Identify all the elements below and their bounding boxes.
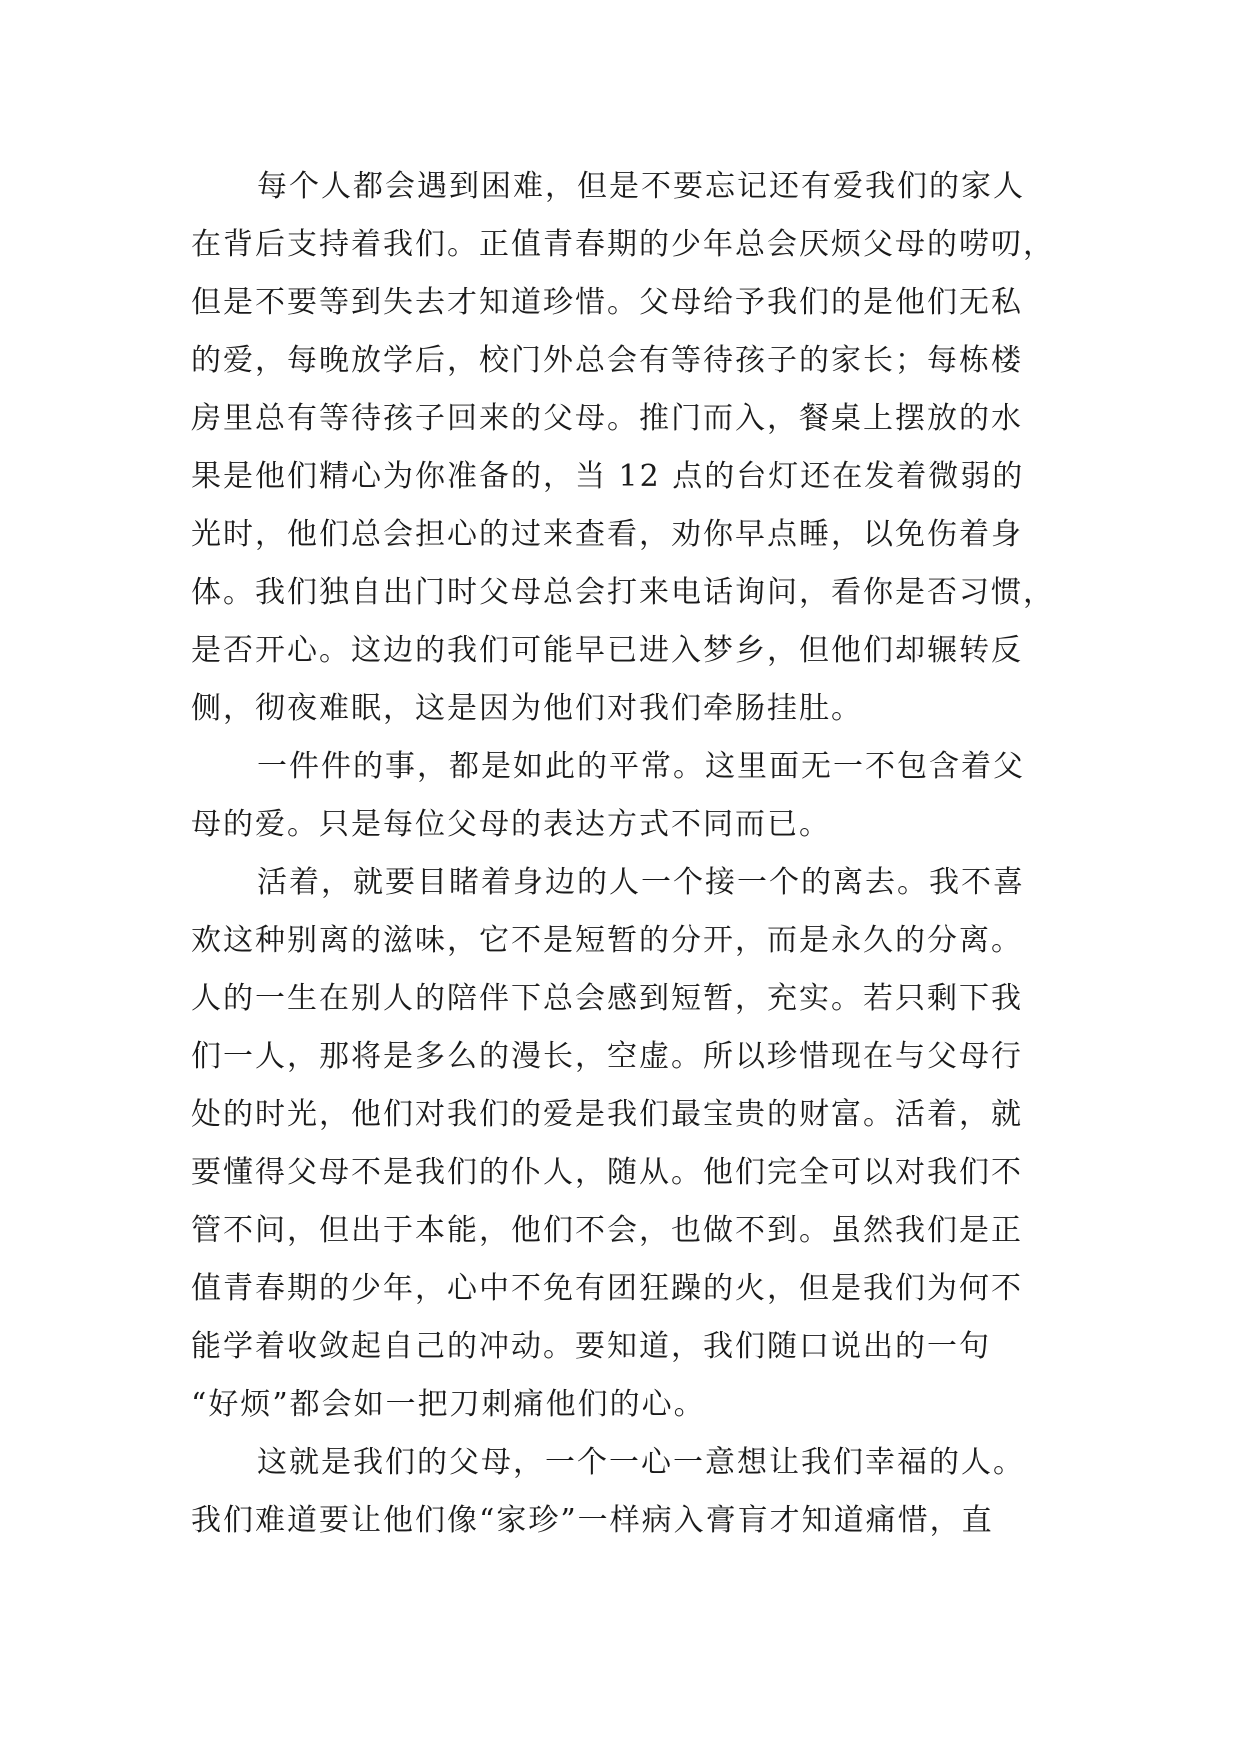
document-body <box>191 158 1055 1550</box>
text-line: 侧，彻夜难眠，这是因为他们对我们牵肠挂肚。 <box>191 691 863 726</box>
text-line: 一件件的事，都是如此的平常。这里面无一不包含着父 <box>257 749 1025 784</box>
text-line: 能学着收敛起自己的冲动。要知道，我们随口说出的一句 <box>191 1329 991 1364</box>
text-line: 房里总有等待孩子回来的父母。推门而入，餐桌上摆放的水 <box>191 401 1023 436</box>
text-line: 人的一生在别人的陪伴下总会感到短暂，充实。若只剩下我 <box>191 981 1023 1016</box>
text-line: 这就是我们的父母，一个一心一意想让我们幸福的人。 <box>257 1445 1025 1480</box>
text-line: 活着，就要目睹着身边的人一个接一个的离去。我不喜 <box>257 865 1025 900</box>
text-line: 母的爱。只是每位父母的表达方式不同而已。 <box>191 807 831 842</box>
text-line: 但是不要等到失去才知道珍惜。父母给予我们的是他们无私 <box>191 285 1023 320</box>
text-line: 要懂得父母不是我们的仆人，随从。他们完全可以对我们不 <box>191 1155 1023 1190</box>
text-line: 果是他们精心为你准备的，当 12 点的台灯还在发着微弱的 <box>191 459 1025 494</box>
text-line: 是否开心。这边的我们可能早已进入梦乡，但他们却辗转反 <box>191 633 1023 668</box>
text-line: 我们难道要让他们像“家珍”一样病入膏肓才知道痛惜，直 <box>191 1503 994 1538</box>
text-line: 在背后支持着我们。正值青春期的少年总会厌烦父母的唠叨， <box>191 227 1055 262</box>
text-line: “好烦”都会如一把刀刺痛他们的心。 <box>191 1387 706 1422</box>
text-line: 们一人，那将是多么的漫长，空虚。所以珍惜现在与父母行 <box>191 1039 1023 1074</box>
text-line: 欢这种别离的滋味，它不是短暂的分开，而是永久的分离。 <box>191 923 1023 958</box>
text-line: 处的时光，他们对我们的爱是我们最宝贵的财富。活着，就 <box>191 1097 1023 1132</box>
text-line: 管不问，但出于本能，他们不会，也做不到。虽然我们是正 <box>191 1213 1023 1248</box>
text-line: 每个人都会遇到困难，但是不要忘记还有爱我们的家人 <box>257 169 1025 204</box>
text-line: 值青春期的少年，心中不免有团狂躁的火，但是我们为何不 <box>191 1271 1023 1306</box>
text-line: 的爱，每晚放学后，校门外总会有等待孩子的家长；每栋楼 <box>191 343 1023 378</box>
text-line: 光时，他们总会担心的过来查看，劝你早点睡，以免伤着身 <box>191 517 1023 552</box>
text-line: 体。我们独自出门时父母总会打来电话询问，看你是否习惯， <box>191 575 1055 610</box>
